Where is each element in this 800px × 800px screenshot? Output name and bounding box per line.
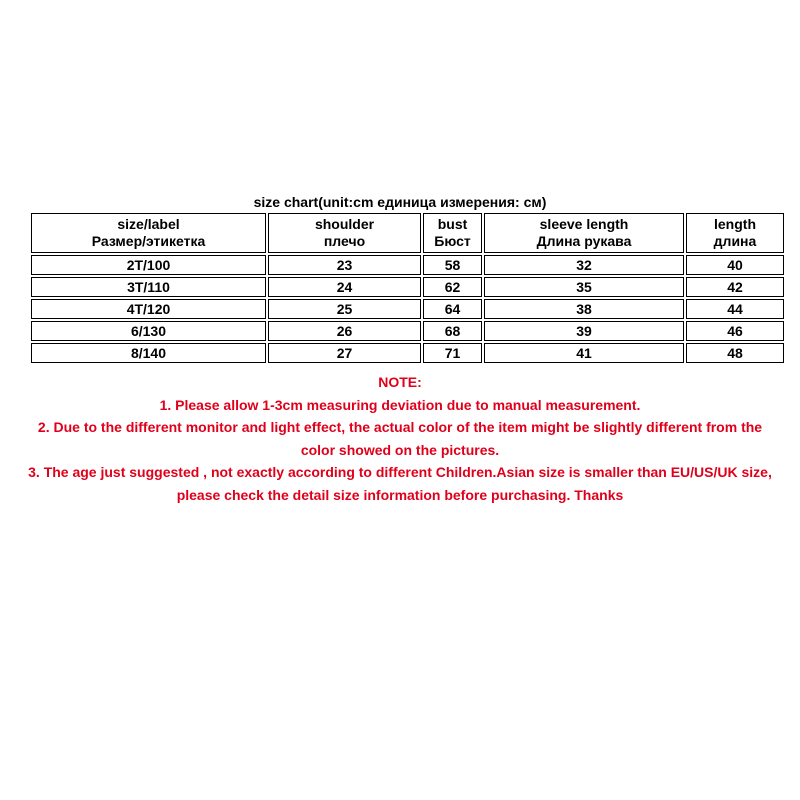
cell-shoulder: 27 (268, 343, 421, 363)
header-text-ru: Бюст (434, 233, 471, 249)
cell-size-label: 8/140 (31, 343, 266, 363)
header-text-en: size/label (117, 216, 180, 232)
cell-shoulder: 26 (268, 321, 421, 341)
note-item-3: 3. The age just suggested , not exactly according to different Children.Asian size is smaller than EU/US/UK size, please check the detail size information before purchasing. Thanks (28, 464, 772, 503)
cell-bust: 71 (423, 343, 482, 363)
cell-length: 40 (686, 255, 784, 275)
header-text-en: shoulder (314, 216, 375, 232)
cell-shoulder: 23 (268, 255, 421, 275)
cell-sleeve-length: 32 (484, 255, 684, 275)
table-row (31, 299, 784, 319)
header-text-en: bust (437, 216, 468, 232)
table-row (31, 321, 784, 341)
table-row (31, 255, 784, 275)
header-cell-bust (423, 213, 482, 253)
cell-shoulder: 24 (268, 277, 421, 297)
note-item-1: 1. Please allow 1-3cm measuring deviation due to manual measurement. (159, 396, 641, 413)
cell-sleeve-length: 41 (484, 343, 684, 363)
header-text-ru: Длина рукава (536, 233, 632, 249)
cell-sleeve-length: 39 (484, 321, 684, 341)
table-row (31, 343, 784, 363)
header-cell-shoulder (268, 213, 421, 253)
cell-bust: 58 (423, 255, 482, 275)
header-text-en: length (714, 216, 756, 232)
notes-section (20, 371, 780, 506)
header-cell-sleeve-length (484, 213, 684, 253)
notes-heading: NOTE: (378, 374, 422, 390)
header-cell-length (686, 213, 784, 253)
header-text-ru: длина (713, 233, 757, 249)
cell-size-label: 4T/120 (31, 299, 266, 319)
cell-sleeve-length: 35 (484, 277, 684, 297)
cell-length: 44 (686, 299, 784, 319)
cell-bust: 62 (423, 277, 482, 297)
cell-size-label: 2T/100 (31, 255, 266, 275)
cell-shoulder: 25 (268, 299, 421, 319)
cell-bust: 68 (423, 321, 482, 341)
size-chart-table (29, 211, 786, 365)
cell-sleeve-length: 38 (484, 299, 684, 319)
cell-length: 46 (686, 321, 784, 341)
header-text-ru: плечо (323, 233, 366, 249)
cell-length: 48 (686, 343, 784, 363)
header-text-en: sleeve length (539, 216, 629, 232)
header-cell-size-label (31, 213, 266, 253)
header-text-ru: Размер/этикетка (91, 233, 206, 249)
cell-bust: 64 (423, 299, 482, 319)
note-item-2: 2. Due to the different monitor and light effect, the actual color of the item might be slightly different from the color showed on the pictures. (37, 419, 763, 458)
cell-length: 42 (686, 277, 784, 297)
cell-size-label: 3T/110 (31, 277, 266, 297)
size-chart-title: size chart(unit:cm единица измерения: см) (253, 194, 547, 210)
table-row (31, 277, 784, 297)
cell-size-label: 6/130 (31, 321, 266, 341)
table-header-row (31, 213, 784, 253)
